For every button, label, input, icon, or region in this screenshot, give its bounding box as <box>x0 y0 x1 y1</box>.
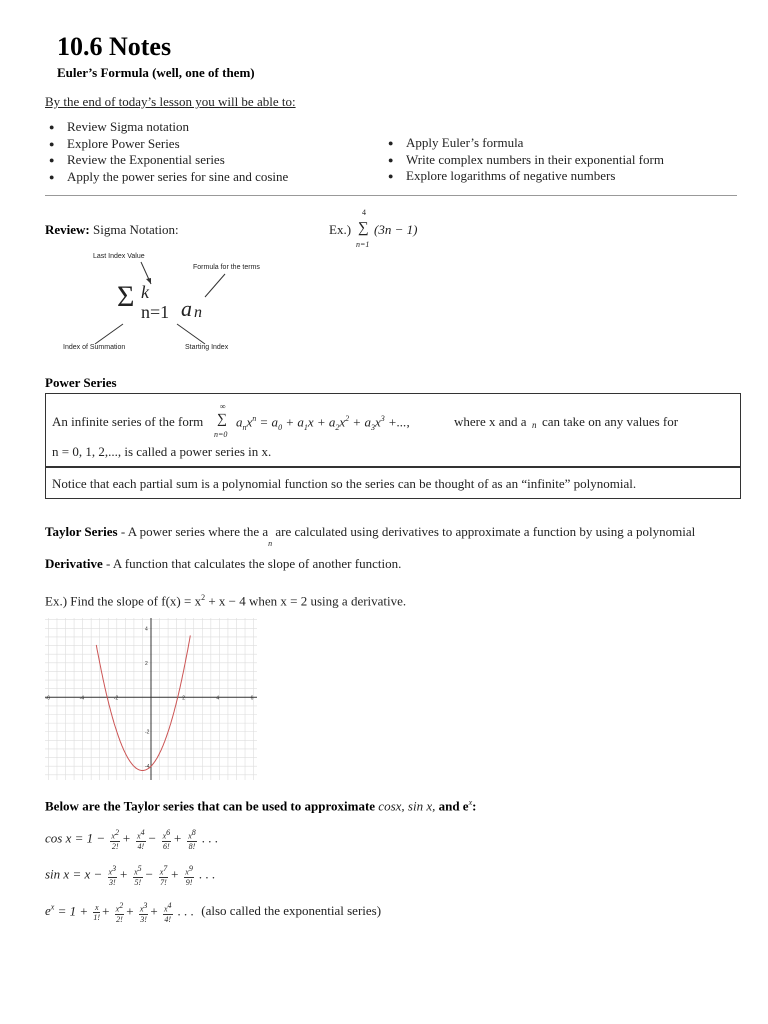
review-label: Review: <box>45 222 90 237</box>
objectives-intro: By the end of today’s lesson you will be able to: <box>45 94 296 109</box>
derivative-term: Derivative <box>45 556 103 571</box>
definition-text-c: can take on any values for <box>542 414 679 429</box>
x-tick-label: -6 <box>45 695 50 702</box>
exp-note: (also called the exponential series) <box>201 903 382 919</box>
objective-item: ● Write complex numbers in their exponential form <box>384 152 664 169</box>
example-text-a: Ex.) Find the slope of f(x) = x <box>45 593 202 609</box>
y-tick-label: 4 <box>145 626 148 633</box>
big-lower: n=1 <box>141 302 170 322</box>
taylor-definition <box>45 524 696 548</box>
objective-item: ● Review the Exponential series <box>45 152 288 169</box>
label-starting-index: Starting Index <box>185 344 229 351</box>
sum-upper-limit: 4 <box>362 208 366 217</box>
graph-canvas <box>45 618 257 780</box>
exp-lhs: = 1 + <box>57 903 89 919</box>
objective-item: ● Review Sigma notation <box>45 119 288 136</box>
example-exponent: 2 <box>201 593 206 602</box>
big-term-sub: n <box>194 304 202 321</box>
taylor-heading <box>45 798 476 814</box>
definition-text-a: An infinite series of the form <box>52 414 204 429</box>
x-tick-label: 2 <box>182 695 185 702</box>
exp-series: $e^x = 1$ + $\frac{x}{1!}$ + $\frac{x^2}{2!}$ + $\frac{x^3}{3!}$ + $\frac{x^4}{4!}$ . . . (also called the exponential series) <box>45 901 382 924</box>
parabola-graph <box>45 618 257 780</box>
page-title: 10.6 Notes <box>57 32 172 61</box>
definition-text-b: where x and a <box>454 414 527 429</box>
taylor-heading-a: Below are the Taylor series that can be used to approximate <box>45 798 376 814</box>
sum-expression: (3n − 1) <box>374 222 418 237</box>
sin-series: sin x = x − $\frac{x^3}{3!}$ + $\frac{x^5}{5!}$ − $\frac{x^7}{7!}$ + $\frac{x^9}{9!}$ . . . <box>45 864 216 887</box>
objective-item: ● Explore Power Series <box>45 136 288 153</box>
objective-item: ● Explore logarithms of negative numbers <box>384 168 664 185</box>
big-sigma: Σ <box>117 280 135 313</box>
x-tick-label: 4 <box>216 695 220 702</box>
slope-example <box>45 593 406 609</box>
big-upper: k <box>141 282 149 302</box>
taylor-heading-d: : <box>472 798 477 814</box>
power-series-formula: $a_nx^n = a_0 + a_1x + a_2x^2 + a_3x^3$ +..., <box>236 414 410 432</box>
taylor-term: Taylor Series <box>45 524 118 539</box>
label-last-index: Last Index Value <box>93 253 145 260</box>
derivative-text: - A function that calculates the slope of another function. <box>102 556 402 571</box>
review-line <box>45 222 179 238</box>
exp-ellipsis: . . . <box>177 903 195 919</box>
cos-series: cos x = 1 − $\frac{x^2}{2!}$ + $\frac{x^4}{4!}$ − $\frac{x^6}{6!}$ + $\frac{x^8}{8!}$ . . . <box>45 828 219 851</box>
sigma-diagram <box>55 252 285 360</box>
label-formula-terms: Formula for the terms <box>193 264 260 271</box>
sum-lower-n0: n=0 <box>214 430 228 439</box>
objective-item: ● Apply the power series for sine and cosine <box>45 169 288 186</box>
objectives-right-list <box>384 135 664 185</box>
sum-sigma: ∑ <box>217 412 227 427</box>
y-tick-label: -2 <box>145 729 150 736</box>
y-tick-label: -4 <box>145 764 150 771</box>
label-index-summation: Index of Summation <box>63 344 126 351</box>
y-tick-label: 2 <box>145 660 148 667</box>
sin-lhs: sin x = x − <box>45 866 103 882</box>
taylor-heading-c: and e <box>438 798 469 814</box>
sum-lower-limit: n=1 <box>356 240 370 249</box>
x-tick-label: -4 <box>79 695 85 702</box>
review-text: Sigma Notation: <box>93 222 179 237</box>
sin-ellipsis: . . . <box>199 866 216 882</box>
definition-sub-n: n <box>532 420 537 430</box>
sigma-symbol: ∑ <box>358 220 369 236</box>
example-text-b: + x − 4 when x = 2 using a derivative. <box>205 593 407 609</box>
power-series-note: Notice that each partial sum is a polynomial function so the series can be thought of as an “infinite” polynomial. <box>52 476 637 491</box>
derivative-definition <box>45 556 401 572</box>
power-series-definition-box <box>45 393 741 468</box>
taylor-text-b: are calculated using derivatives to approximate a function by using a polynomial <box>272 524 696 539</box>
review-example-label: Ex.) <box>329 222 352 237</box>
definition-text-line2: n = 0, 1, 2,..., is called a power series in x. <box>52 444 272 459</box>
x-tick-label: 6 <box>250 695 254 702</box>
parabola-curve <box>96 635 190 770</box>
taylor-sub-n: n <box>268 538 273 548</box>
x-tick-label: -2 <box>113 695 119 702</box>
taylor-heading-b: cosx, sin x, <box>378 798 436 814</box>
cos-ellipsis: . . . <box>202 830 219 846</box>
section-divider <box>45 195 737 196</box>
power-series-heading: Power Series <box>45 375 117 390</box>
big-term: a <box>181 296 192 321</box>
objective-item: ● Apply Euler’s formula <box>384 135 664 152</box>
cos-lhs: cos x = 1 − <box>45 830 106 846</box>
taylor-text-a: - A power series where the a <box>117 524 269 539</box>
objectives-left-list <box>45 119 288 185</box>
power-series-note-box <box>45 466 741 499</box>
page-subtitle: Euler’s Formula (well, one of them) <box>57 65 255 80</box>
sum-upper-infinity: ∞ <box>220 402 226 411</box>
taylor-heading-exp: x <box>468 798 473 807</box>
